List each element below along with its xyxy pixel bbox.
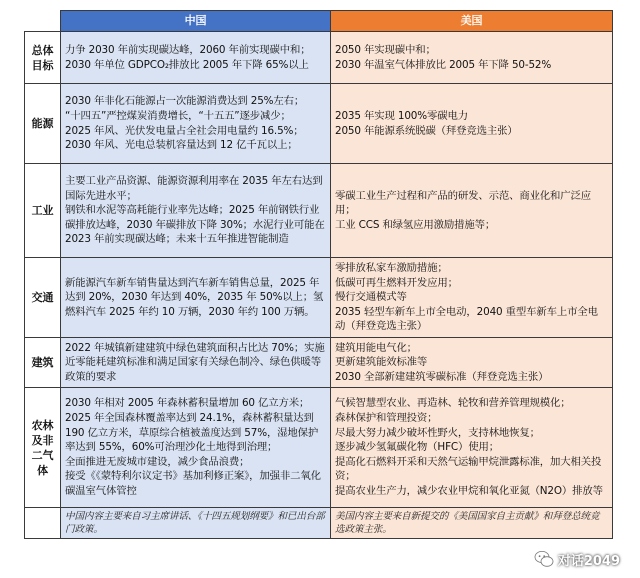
usa-cell bbox=[331, 388, 613, 508]
cell-line: 钢铁和水泥等高耗能行业率先达峰；2025 年前钢铁行业碳排放达峰，2030 年碳排放下降 30%；水泥行业可能在 2023 年前实现碳达峰；未来十五年推进智能制造 bbox=[65, 204, 325, 246]
footnote-usa: 美国内容主要来自新提交的《美国国家自主贡献》和拜登总统竞选政策主张。 bbox=[331, 508, 613, 539]
cell-line: 慢行交通模式等 bbox=[335, 291, 407, 304]
table-row bbox=[25, 84, 613, 164]
cell-line: 零碳工业生产过程和产品的研发、示范、商业化和广泛应用； bbox=[335, 189, 592, 217]
china-cell bbox=[61, 84, 331, 164]
category-cell: 交通 bbox=[25, 258, 61, 338]
cell-line: 2050 年实现碳中和； bbox=[335, 43, 436, 56]
wechat-bubble-icon bbox=[534, 549, 554, 569]
usa-cell bbox=[331, 84, 613, 164]
usa-cell bbox=[331, 164, 613, 258]
cell-line: 建筑用能电气化； bbox=[335, 341, 417, 354]
china-cell bbox=[61, 258, 331, 338]
table-row bbox=[25, 164, 613, 258]
cell-line: 工业 CCS 和绿氢应用激励措施等； bbox=[335, 218, 496, 231]
cell-line: 2030 全部新建建筑零碳标准（拜登竞选主张） bbox=[335, 370, 549, 383]
cell-line: 提高化石燃料开采和天然气运输甲烷泄露标准，加大相关投资； bbox=[335, 455, 602, 483]
cell-line: 力争 2030 年前实现碳达峰，2060 年前实现碳中和； bbox=[65, 43, 311, 56]
table-row bbox=[25, 32, 613, 84]
china-cell bbox=[61, 32, 331, 84]
header-usa: 美国 bbox=[331, 11, 613, 32]
watermark bbox=[534, 548, 620, 570]
cell-line: 气候智慧型农业、再造林、轮牧和营养管理规模化； bbox=[335, 397, 571, 410]
watermark-text: 对话2049 bbox=[557, 553, 620, 569]
header-row bbox=[25, 11, 613, 32]
cell-line: 2035 轻型车新车上市全电动，2040 重型车新车上市全电动（拜登竞选主张） bbox=[335, 305, 598, 333]
usa-cell bbox=[331, 338, 613, 388]
cell-line: 2030 年温室气体排放比 2005 年下降 50-52% bbox=[335, 58, 552, 71]
footnote-blank-cell bbox=[25, 508, 61, 539]
cell-line: 2050 年能源系统脱碳（拜登竞选主张） bbox=[335, 124, 518, 137]
comparison-table bbox=[24, 10, 613, 539]
cell-line: 全面推进无废城市建设，减少食品浪费； bbox=[65, 455, 250, 468]
footnote-row bbox=[25, 508, 613, 539]
china-cell bbox=[61, 338, 331, 388]
table-row bbox=[25, 258, 613, 338]
cell-line: 逐步减少氢氟碳化物（HFC）使用； bbox=[335, 441, 499, 454]
category-cell: 能源 bbox=[25, 84, 61, 164]
china-cell bbox=[61, 164, 331, 258]
cell-line: 2025 年风、光伏发电量占全社会用电量约 16.5%； bbox=[65, 124, 304, 137]
cell-line: 新能源汽车新车销售量达到汽车新车销售总量，2025 年达到 20%，2030 年达到 40%，2035 年 50%以上；氢燃料汽车 2025 年约 10 万辆，2030 年约 100 万辆。 bbox=[65, 276, 324, 318]
cell-line: 提高农业生产力，减少农业甲烷和氧化亚氮（N2O）排放等 bbox=[335, 484, 603, 497]
category-cell: 工业 bbox=[25, 164, 61, 258]
table-row bbox=[25, 338, 613, 388]
usa-cell bbox=[331, 258, 613, 338]
cell-line: 接受《《蒙特利尔议定书》基加利修正案》，加强非二氧化碳温室气体管控 bbox=[65, 470, 321, 497]
corner-cell bbox=[25, 11, 61, 32]
cell-line: 2030 年风、光电总装机容量达到 12 亿千瓦以上； bbox=[65, 139, 298, 152]
china-cell bbox=[61, 388, 331, 508]
usa-cell bbox=[331, 32, 613, 84]
table-row bbox=[25, 388, 613, 508]
cell-line: 主要工业产品资源、能源资源利用率在 2035 年左右达到国际先进水平； bbox=[65, 175, 323, 202]
category-cell: 总体目标 bbox=[25, 32, 61, 84]
cell-line: 尽最大努力减少破坏性野火，支持林地恢复； bbox=[335, 426, 540, 439]
cell-line: 2030 年非化石能源占一次能源消费达到 25%左右； bbox=[65, 95, 305, 108]
footnote-china: 中国内容主要来自习主席讲话、《十四五规划纲要》和已出台部门政策。 bbox=[61, 508, 331, 539]
cell-line: 2035 年实现 100%零碳电力 bbox=[335, 109, 468, 122]
cell-line: 2022 年城镇新建建筑中绿色建筑面积占比达 70%；实施近零能耗建筑标准和满足国家有关绿色制冷、绿色供暖等政策的要求 bbox=[65, 341, 325, 383]
cell-line: 2030 年单位 GDPCO₂排放比 2005 年下降 65%以上 bbox=[65, 58, 309, 71]
cell-line: 更新建筑能效标准等 bbox=[335, 356, 428, 369]
cell-line: 零排放私家车激励措施； bbox=[335, 262, 448, 275]
category-cell: 建筑 bbox=[25, 338, 61, 388]
header-china: 中国 bbox=[61, 11, 331, 32]
cell-line: “十四五”严控煤炭消费增长，“十五五”逐步减少； bbox=[65, 109, 291, 122]
cell-line: 2025 年全国森林覆盖率达到 24.1%，森林蓄积量达到 190 亿立方米，草原综合植被盖度达到 57%，湿地保护率达到 55%，60%可治理沙化土地得到治理； bbox=[65, 412, 319, 454]
cell-line: 2030 年相对 2005 年森林蓄积量增加 60 亿立方米； bbox=[65, 397, 310, 410]
cell-line: 森林保护和管理投资； bbox=[335, 412, 438, 425]
category-cell: 农林及非二气体 bbox=[25, 388, 61, 508]
cell-line: 低碳可再生燃料开发应用； bbox=[335, 276, 458, 289]
